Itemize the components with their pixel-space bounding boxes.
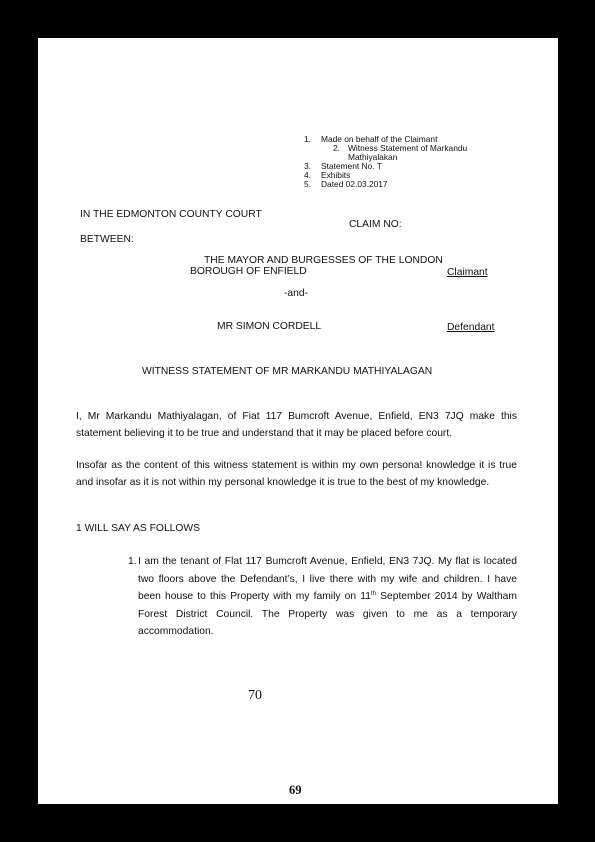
list-item-number: 1. (128, 556, 137, 567)
handwritten-page-number: 70 (248, 688, 262, 703)
between-label: BETWEEN: (80, 234, 134, 245)
defendant-name: MR SIMON CORDELL (217, 321, 322, 332)
statement-title: WITNESS STATEMENT OF MR MARKANDU MATHIYALAGAN (142, 366, 433, 377)
paragraph-knowledge: Insofar as the content of this witness statement is within my own persona! knowledge it is true and insofar as it is not within my personal knowledge it is true to the best of my knowledge. (76, 460, 517, 489)
claimant-name-line1: THE MAYOR AND BURGESSES OF THE LONDON (204, 255, 443, 266)
claimant-label: Claimant (447, 267, 488, 278)
document-page: 1. Made on behalf of the Claimant 2. Witness Statement of Markandu Mathiyalakan 3. Statement No. T 4. Exhibits 5. Dated 02.03.2017 IN THE EDMONTON COUNTY COURT CLAIM NO: BETWEEN: THE MAYOR AND BURGESSES OF THE LONDON BOROUGH OF ENFIELD Claimant -and- MR SIMON CORDELL Defendant WITNESS STATEMENT OF MR MARKANDU MATHIYALAGAN I, Mr Markandu Mathiyalagan, of Fiat 117 Bumcroft Avenue, Enfield, EN3 7JQ make this statement believing it to be true and understand that it may be placed before court. Insofar as the content of this witness statement is within my own persona! knowledge it is true and insofar as it is not within my personal knowledge it is true to the best of my knowledge. 1 WILL SAY AS FOLLOWS 1. I am the tenant of Flat 117 Bumcroft Avenue, Enfield, EN3 7JQ. My flat is located two floors above the Defendant’s, I live there with my wife and children. I have been house to this Property with my family on 11th September 2014 by Waltham Forest District Council. The Property was given to me as a temporary accommodation. 70 69 (38, 38, 558, 804)
will-say-heading: 1 WILL SAY AS FOLLOWS (76, 523, 200, 534)
list-item: 1. I am the tenant of Flat 117 Bumcroft Avenue, Enfield, EN3 7JQ. My flat is located two floors above the Defendant’s, I live there with my wife and children. I have been house to this Property with my family on 11th September 2014 by Waltham Forest District Council. The Property was given to me as a temporary accommodation. (138, 553, 517, 641)
claimant-name-line2: BOROUGH OF ENFIELD (190, 266, 307, 277)
defendant-label: Defendant (447, 322, 495, 333)
paragraph-identity: I, Mr Markandu Mathiyalagan, of Fiat 117 Bumcroft Avenue, Enfield, EN3 7JQ make this statement believing it to be true and understand that it may be placed before court. (76, 411, 517, 440)
court-name: IN THE EDMONTON COUNTY COURT (80, 209, 262, 220)
bundle-page-number: 69 (289, 783, 302, 797)
and-separator: -and- (284, 288, 309, 299)
claim-number: CLAIM NO: (349, 219, 402, 230)
